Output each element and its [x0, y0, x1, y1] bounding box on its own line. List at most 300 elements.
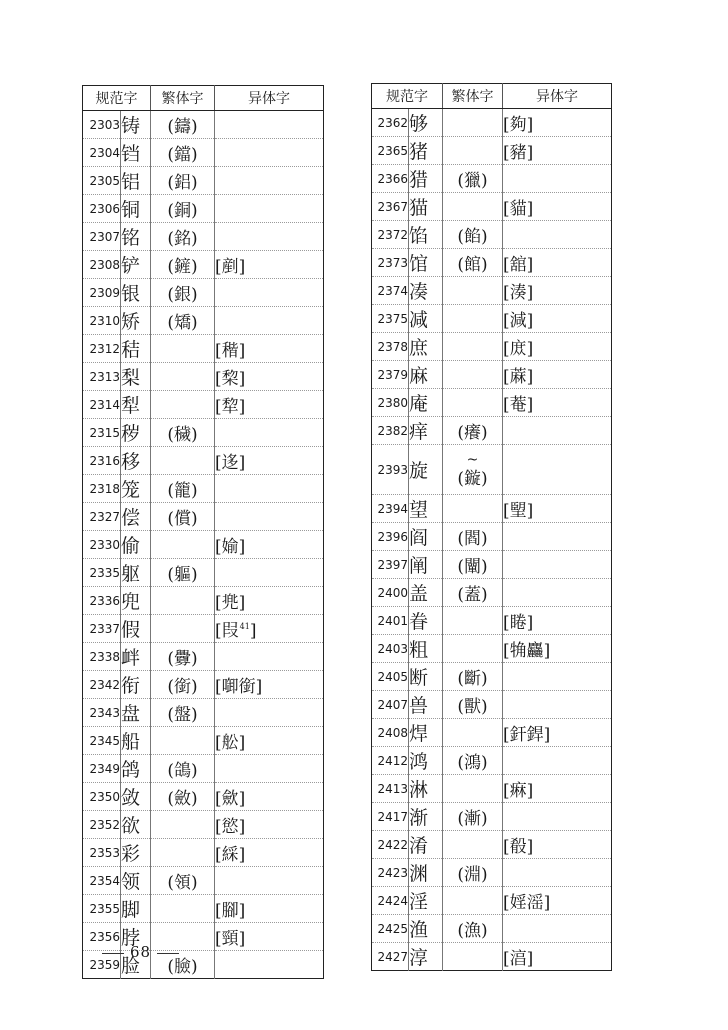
variant-char	[215, 447, 324, 475]
table-row	[83, 531, 324, 559]
standard-char: 铜	[121, 195, 151, 223]
traditional-char	[151, 251, 215, 279]
standard-char: 淳	[409, 943, 443, 971]
standard-char: 庵	[409, 389, 443, 417]
table-row	[372, 495, 612, 523]
traditional-char-text: (蓋)	[457, 585, 488, 605]
row-number: 2393	[372, 445, 409, 495]
traditional-char-text: (鐺)	[167, 145, 198, 165]
row-number: 2306	[83, 195, 121, 223]
variant-char-text: [菴]	[503, 395, 534, 415]
traditional-char	[151, 195, 215, 223]
variant-char	[503, 137, 612, 165]
variant-char	[215, 335, 324, 363]
row-number: 2336	[83, 587, 121, 615]
traditional-char	[151, 363, 215, 391]
variant-char	[215, 251, 324, 279]
table-row	[83, 307, 324, 335]
variant-char	[503, 915, 612, 943]
table-row	[372, 551, 612, 579]
traditional-char	[443, 747, 503, 775]
table-row	[83, 167, 324, 195]
variant-char	[503, 859, 612, 887]
standard-char: 铝	[121, 167, 151, 195]
standard-char: 船	[121, 727, 151, 755]
traditional-char-text: (餡)	[457, 227, 488, 247]
variant-char	[215, 279, 324, 307]
row-number: 2382	[372, 417, 409, 445]
traditional-char	[443, 635, 503, 663]
table-row	[372, 417, 612, 445]
standard-char: 眷	[409, 607, 443, 635]
standard-char: 鸿	[409, 747, 443, 775]
row-number: 2304	[83, 139, 121, 167]
variant-char-text: [蔴]	[503, 367, 534, 387]
traditional-char	[443, 495, 503, 523]
standard-char: 淆	[409, 831, 443, 859]
traditional-char-text: (鑄)	[167, 117, 198, 137]
standard-char: 秸	[121, 335, 151, 363]
variant-char	[215, 195, 324, 223]
standard-char: 领	[121, 867, 151, 895]
table-row	[372, 859, 612, 887]
traditional-char-text: (銅)	[167, 201, 198, 221]
row-number: 2379	[372, 361, 409, 389]
traditional-char	[443, 551, 503, 579]
char-table-left	[82, 85, 324, 979]
traditional-char	[443, 663, 503, 691]
table-row	[83, 447, 324, 475]
variant-char	[215, 111, 324, 139]
row-number: 2350	[83, 783, 121, 811]
row-number: 2374	[372, 277, 409, 305]
table-row	[83, 139, 324, 167]
variant-char-text: [庻]	[503, 339, 534, 359]
table-row	[83, 335, 324, 363]
page-footer	[96, 943, 185, 961]
variant-char	[503, 579, 612, 607]
standard-char: 淋	[409, 775, 443, 803]
variant-char	[215, 615, 324, 643]
row-number: 2355	[83, 895, 121, 923]
row-number: 2359	[83, 951, 121, 979]
variant-char	[503, 831, 612, 859]
variant-char-text: [剷]	[215, 257, 246, 277]
table-row	[83, 503, 324, 531]
variant-char-text: [歛]	[215, 789, 246, 809]
row-number: 2405	[372, 663, 409, 691]
variant-char-text: [夠]	[503, 115, 534, 135]
table-row	[372, 221, 612, 249]
row-number: 2349	[83, 755, 121, 783]
traditional-char	[443, 607, 503, 635]
standard-char: 凑	[409, 277, 443, 305]
variant-char-text: [舩]	[215, 733, 246, 753]
standard-char: 犁	[121, 391, 151, 419]
table-row	[372, 747, 612, 775]
traditional-char-text: (斂)	[167, 789, 198, 809]
variant-char-text: [舘]	[503, 255, 534, 275]
variant-char-text: [頸]	[215, 929, 246, 949]
standard-char: 敛	[121, 783, 151, 811]
table-row	[83, 363, 324, 391]
standard-char: 渐	[409, 803, 443, 831]
table-row	[83, 195, 324, 223]
traditional-char	[151, 447, 215, 475]
row-number: 2338	[83, 643, 121, 671]
header-traditional: 繁体字	[151, 86, 215, 111]
variant-char	[215, 951, 324, 979]
table-row	[372, 943, 612, 971]
variant-char-text: [慾]	[215, 817, 246, 837]
row-number: 2400	[372, 579, 409, 607]
traditional-char-text: (銜)	[167, 677, 198, 697]
traditional-char-text: (鴿)	[167, 761, 198, 781]
traditional-char	[151, 727, 215, 755]
traditional-char-text: (銀)	[167, 285, 198, 305]
standard-char: 鸽	[121, 755, 151, 783]
row-number: 2401	[372, 607, 409, 635]
table-row	[83, 111, 324, 139]
row-number: 2315	[83, 419, 121, 447]
variant-char-text: [貓]	[503, 199, 534, 219]
table-row	[372, 635, 612, 663]
traditional-char-text: (矯)	[167, 313, 198, 333]
traditional-char-text: (釁)	[167, 649, 198, 669]
variant-char	[503, 607, 612, 635]
table-row	[372, 137, 612, 165]
variant-char-text: [減]	[503, 311, 534, 331]
variant-char-text: [湊]	[503, 283, 534, 303]
row-number: 2407	[372, 691, 409, 719]
row-number: 2423	[372, 859, 409, 887]
variant-char	[503, 663, 612, 691]
standard-char: 秽	[121, 419, 151, 447]
standard-char: 猫	[409, 193, 443, 221]
row-number: 2412	[372, 747, 409, 775]
traditional-char	[151, 587, 215, 615]
traditional-char	[443, 719, 503, 747]
row-number: 2380	[372, 389, 409, 417]
standard-char: 痒	[409, 417, 443, 445]
traditional-char	[151, 699, 215, 727]
table-row	[372, 389, 612, 417]
traditional-char	[443, 137, 503, 165]
traditional-char-text: (償)	[167, 509, 198, 529]
table-row	[83, 559, 324, 587]
table-row	[372, 719, 612, 747]
standard-char: 猎	[409, 165, 443, 193]
variant-char	[503, 719, 612, 747]
traditional-char	[443, 333, 503, 361]
traditional-char-text: (穢)	[167, 425, 198, 445]
traditional-char	[151, 615, 215, 643]
standard-char: 猪	[409, 137, 443, 165]
row-number: 2362	[372, 109, 409, 137]
variant-bracket-close: ]	[249, 621, 257, 641]
standard-char: 庶	[409, 333, 443, 361]
standard-char: 彩	[121, 839, 151, 867]
traditional-char-text: (領)	[167, 873, 198, 893]
row-number: 2424	[372, 887, 409, 915]
standard-char: 衅	[121, 643, 151, 671]
standard-char: 旋	[409, 445, 443, 495]
standard-char: 盘	[121, 699, 151, 727]
table-row	[372, 333, 612, 361]
row-number: 2367	[372, 193, 409, 221]
header-standard: 规范字	[372, 84, 443, 109]
traditional-char-text: (斷)	[457, 669, 488, 689]
table-row	[83, 587, 324, 615]
standard-char: 馅	[409, 221, 443, 249]
traditional-char	[443, 221, 503, 249]
table-row	[372, 607, 612, 635]
table-row	[372, 165, 612, 193]
variant-char	[503, 635, 612, 663]
variant-char	[503, 417, 612, 445]
standard-char: 衔	[121, 671, 151, 699]
table-row	[83, 783, 324, 811]
traditional-stack	[457, 451, 487, 489]
standard-char: 偷	[121, 531, 151, 559]
row-number: 2408	[372, 719, 409, 747]
row-number: 2425	[372, 915, 409, 943]
row-number: 2305	[83, 167, 121, 195]
table-row	[83, 643, 324, 671]
variant-char	[503, 389, 612, 417]
variant-char-text: [棃]	[215, 369, 246, 389]
variant-char-text: [釬銲]	[503, 725, 551, 745]
traditional-char-text: (癢)	[457, 423, 488, 443]
table-row	[372, 691, 612, 719]
standard-char: 粗	[409, 635, 443, 663]
row-number: 2396	[372, 523, 409, 551]
row-number: 2335	[83, 559, 121, 587]
traditional-char	[443, 109, 503, 137]
variant-char	[215, 923, 324, 951]
standard-char: 断	[409, 663, 443, 691]
standard-char: 梨	[121, 363, 151, 391]
traditional-char	[151, 223, 215, 251]
traditional-char	[443, 887, 503, 915]
variant-char	[215, 475, 324, 503]
traditional-char-text: (闡)	[457, 557, 488, 577]
standard-char: 够	[409, 109, 443, 137]
variant-char	[215, 531, 324, 559]
variant-char-text: [睠]	[503, 613, 534, 633]
table-row	[83, 895, 324, 923]
variant-char-text: [綵]	[215, 845, 246, 865]
traditional-char	[151, 783, 215, 811]
variant-char	[503, 361, 612, 389]
traditional-char	[443, 775, 503, 803]
variant-char	[503, 305, 612, 333]
header-traditional: 繁体字	[443, 84, 503, 109]
table-row	[372, 249, 612, 277]
traditional-char	[151, 307, 215, 335]
variant-char-text: [痳]	[503, 781, 534, 801]
standard-char: 渊	[409, 859, 443, 887]
traditional-char	[151, 335, 215, 363]
table-row	[372, 193, 612, 221]
variant-char	[215, 727, 324, 755]
variant-char	[503, 691, 612, 719]
standard-char: 银	[121, 279, 151, 307]
table-row	[372, 523, 612, 551]
variant-char	[215, 867, 324, 895]
row-number: 2352	[83, 811, 121, 839]
traditional-char	[151, 167, 215, 195]
traditional-char	[443, 361, 503, 389]
row-number: 2375	[372, 305, 409, 333]
variant-char	[503, 551, 612, 579]
table-row	[372, 887, 612, 915]
row-number: 2342	[83, 671, 121, 699]
table-row	[83, 251, 324, 279]
variant-char-text: [腳]	[215, 901, 246, 921]
standard-char: 欲	[121, 811, 151, 839]
traditional-char-text: (籠)	[167, 481, 198, 501]
table-row	[83, 615, 324, 643]
standard-char: 移	[121, 447, 151, 475]
traditional-char	[443, 305, 503, 333]
standard-char: 矫	[121, 307, 151, 335]
variant-char	[215, 811, 324, 839]
row-number: 2427	[372, 943, 409, 971]
row-number: 2303	[83, 111, 121, 139]
row-number: 2337	[83, 615, 121, 643]
traditional-char-text: (鏟)	[167, 257, 198, 277]
row-number: 2422	[372, 831, 409, 859]
row-number: 2308	[83, 251, 121, 279]
traditional-char	[151, 279, 215, 307]
table-row	[372, 109, 612, 137]
row-number: 2413	[372, 775, 409, 803]
traditional-char	[443, 859, 503, 887]
standard-char: 馆	[409, 249, 443, 277]
traditional-char	[443, 165, 503, 193]
row-number: 2310	[83, 307, 121, 335]
standard-char: 阐	[409, 551, 443, 579]
variant-char	[215, 167, 324, 195]
traditional-char-text: (鋁)	[167, 173, 198, 193]
footer-dash-left	[102, 953, 124, 954]
traditional-char-text: (淵)	[457, 865, 488, 885]
row-number: 2327	[83, 503, 121, 531]
row-number: 2353	[83, 839, 121, 867]
traditional-char-text: (鏇)	[457, 468, 488, 489]
traditional-char-text: (館)	[457, 255, 488, 275]
row-number: 2345	[83, 727, 121, 755]
traditional-char	[151, 755, 215, 783]
table-row	[83, 475, 324, 503]
traditional-char-text: (閻)	[457, 529, 488, 549]
traditional-char	[443, 193, 503, 221]
traditional-char	[151, 867, 215, 895]
traditional-char	[443, 803, 503, 831]
traditional-char	[151, 503, 215, 531]
variant-char	[215, 839, 324, 867]
table-header-row	[372, 84, 612, 109]
traditional-char-text: (軀)	[167, 565, 198, 585]
table-row	[83, 727, 324, 755]
traditional-char-text: (漁)	[457, 921, 488, 941]
table-row	[372, 915, 612, 943]
variant-char	[215, 559, 324, 587]
row-number: 2417	[372, 803, 409, 831]
traditional-char	[443, 523, 503, 551]
traditional-char-text: (臉)	[167, 957, 198, 977]
traditional-char	[443, 943, 503, 971]
table-row	[83, 671, 324, 699]
table-row	[83, 419, 324, 447]
standard-char: 假	[121, 615, 151, 643]
row-number: 2365	[372, 137, 409, 165]
row-number: 2394	[372, 495, 409, 523]
standard-char: 盖	[409, 579, 443, 607]
header-standard: 规范字	[83, 86, 151, 111]
variant-char	[503, 165, 612, 193]
table-row	[83, 811, 324, 839]
header-variant: 异体字	[503, 84, 612, 109]
table-row	[83, 699, 324, 727]
variant-char	[215, 671, 324, 699]
variant-char-text: [迻]	[215, 453, 246, 473]
traditional-char	[151, 559, 215, 587]
variant-char	[215, 895, 324, 923]
variant-char-text: [媮]	[215, 537, 246, 557]
variant-char	[215, 755, 324, 783]
standard-char: 脖	[121, 923, 151, 951]
traditional-char-text: (獵)	[457, 171, 488, 191]
standard-char: 铲	[121, 251, 151, 279]
char-table-right	[371, 83, 612, 971]
table-row	[372, 361, 612, 389]
variant-char	[503, 249, 612, 277]
variant-char-text: [啣銜]	[215, 677, 263, 697]
traditional-char	[443, 249, 503, 277]
standard-char: 躯	[121, 559, 151, 587]
traditional-char-text: (銘)	[167, 229, 198, 249]
row-number: 2366	[372, 165, 409, 193]
variant-char-text: [觕麤]	[503, 641, 551, 661]
variant-char	[215, 363, 324, 391]
variant-char-text: [湻]	[503, 949, 534, 969]
variant-char	[503, 277, 612, 305]
variant-char-text: [婬滛]	[503, 893, 551, 913]
row-number: 2356	[83, 923, 121, 951]
row-number: 2373	[372, 249, 409, 277]
traditional-char	[151, 139, 215, 167]
row-number: 2316	[83, 447, 121, 475]
variant-char-text: [犂]	[215, 397, 246, 417]
variant-char-text: [稭]	[215, 341, 246, 361]
traditional-char	[151, 839, 215, 867]
traditional-char-text: (漸)	[457, 809, 488, 829]
traditional-tilde: ~	[466, 451, 479, 468]
traditional-char	[151, 671, 215, 699]
table-row	[372, 663, 612, 691]
variant-char	[503, 775, 612, 803]
footnote-marker: 41	[239, 622, 250, 632]
standard-char: 麻	[409, 361, 443, 389]
row-number: 2372	[372, 221, 409, 249]
variant-char	[503, 221, 612, 249]
traditional-char	[151, 895, 215, 923]
row-number: 2330	[83, 531, 121, 559]
traditional-char	[151, 419, 215, 447]
standard-char: 脸	[121, 951, 151, 979]
